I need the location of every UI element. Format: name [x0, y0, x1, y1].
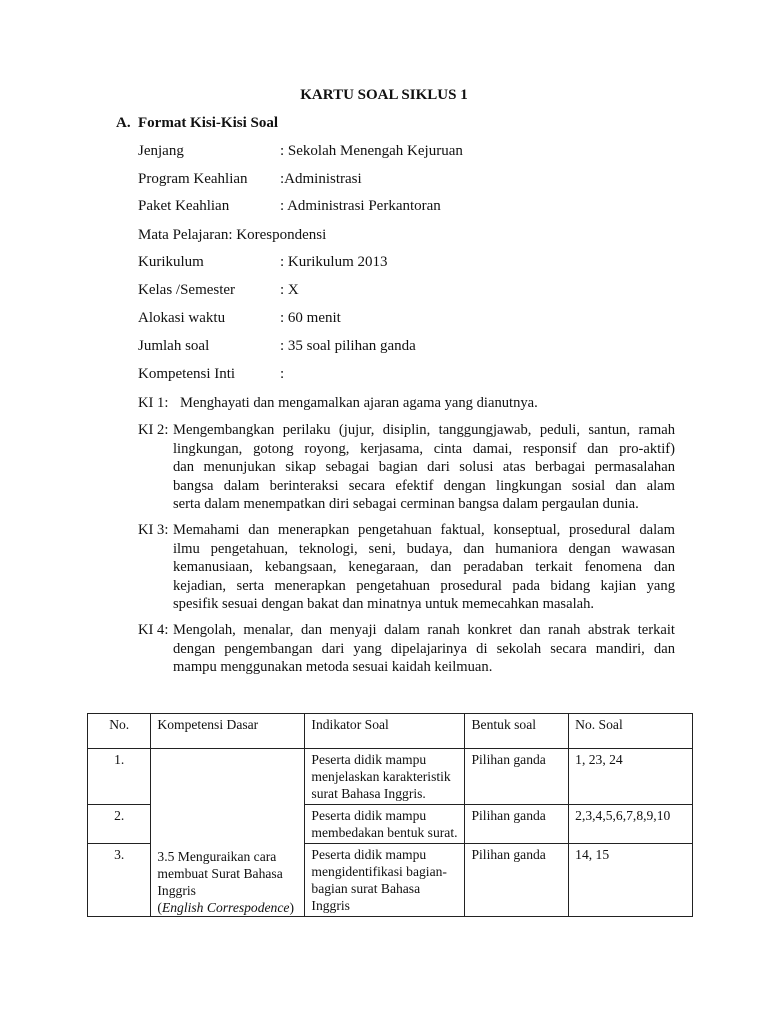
field-key: Alokasi waktu: [138, 310, 226, 326]
field-value: : 35 soal pilihan ganda: [280, 338, 416, 354]
cell-nomor: 2,3,4,5,6,7,8,9,10: [569, 805, 693, 844]
field-key: Kompetensi Inti: [138, 366, 236, 382]
header-no-soal: No. Soal: [569, 714, 693, 749]
ki-line: mampu menggunakan metoda sesuai kaidah keilmuan.: [173, 659, 493, 675]
field-value: : 60 menit: [280, 310, 341, 326]
header-no: No.: [88, 714, 151, 749]
ki-line: Memahami dan menerapkan pengetahuan faktual, konseptual, prosedural dalam: [173, 522, 675, 538]
field-key: Paket Keahlian: [138, 198, 230, 214]
page-title: KARTU SOAL SIKLUS 1: [300, 87, 468, 103]
field-value: :Administrasi: [280, 171, 362, 187]
cell-bentuk: Pilihan ganda: [465, 805, 569, 844]
ki-line: dengan pengembangan dari yang dipelajarinya di sekolah secara mandiri, dan: [173, 640, 675, 657]
field-value: : Kurikulum 2013: [280, 254, 388, 270]
ki-line: kemanusiaan, kebangsaan, kenegaraan, dan peradaban terkait fenomena dan: [173, 559, 675, 575]
ki-text: [138, 394, 675, 413]
cell-indikator: Peserta didik mampu mengidentifikasi bagian-bagian surat Bahasa Inggris: [305, 844, 465, 917]
field-value: : Sekolah Menengah Kejuruan: [280, 143, 463, 159]
ki-3: [138, 521, 675, 614]
mata-pelajaran: Mata Pelajaran: Korespondensi: [138, 227, 327, 243]
field-key: Program Keahlian: [138, 171, 248, 187]
ki-line: Mengolah, menalar, dan menyaji dalam ranah konkret dan ranah abstrak terkait: [173, 622, 675, 638]
ki-1: [138, 394, 675, 413]
ki-text: [138, 621, 675, 677]
cell-indikator: Peserta didik mampu menjelaskan karakteristik surat Bahasa Inggris.: [305, 749, 465, 805]
ki-line: Mengembangkan perilaku (jujur, disiplin, tanggungjawab, peduli, santun, ramah: [173, 422, 675, 438]
header-bentuk-soal: Bentuk soal: [465, 714, 569, 749]
ki-line: dan menunjukan sikap sebagai bagian dari solusi atas berbagai permasalahan: [173, 459, 675, 475]
section-letter: A.: [116, 115, 131, 131]
ki-line: bangsa dalam berinteraksi secara efektif dengan lingkungan sosial dan alam: [173, 477, 675, 494]
field-key: Jumlah soal: [138, 338, 210, 354]
ki-line: spesifik sesuai dengan bakat dan minatnya untuk memecahkan masalah.: [173, 596, 595, 612]
cell-kompetensi-dasar: [151, 749, 305, 917]
cell-no: 2.: [88, 805, 151, 844]
cell-bentuk: Pilihan ganda: [465, 749, 569, 805]
cell-indikator: Peserta didik mampu membedakan bentuk surat.: [305, 805, 465, 844]
kisi-kisi-table: [87, 713, 693, 917]
kd-paren-open: (: [157, 900, 162, 915]
ki-label: KI 3:: [138, 522, 169, 538]
cell-nomor: 1, 23, 24: [569, 749, 693, 805]
ki-text: [138, 521, 675, 614]
ki-label: KI 2:: [138, 422, 169, 438]
ki-line: kejadian, serta menerapkan pengetahuan prosedural pada bidang kajian yang: [173, 577, 675, 594]
header-indikator-soal: Indikator Soal: [305, 714, 465, 749]
ki-line: Menghayati dan mengamalkan ajaran agama yang dianutnya.: [180, 395, 538, 411]
ki-line: serta dalam menempatkan diri sebagai cerminan bangsa dalam pergaulan dunia.: [173, 496, 639, 512]
kd-italic: English Correspodence: [161, 900, 290, 915]
section-heading: [116, 115, 278, 132]
table-row: [88, 749, 693, 805]
table-header-row: [88, 714, 693, 749]
kd-paren-close: ): [289, 900, 294, 915]
header-kompetensi-dasar: Kompetensi Dasar: [151, 714, 305, 749]
cell-nomor: 14, 15: [569, 844, 693, 917]
kd-text: 3.5 Menguraikan cara membuat Surat Bahasa Inggris: [157, 849, 283, 898]
field-key: Kelas /Semester: [138, 282, 236, 298]
field-value: : X: [280, 282, 299, 298]
field-key: Kurikulum: [138, 254, 204, 270]
ki-line: lingkungan, gotong royong, kerjasama, cinta damai, responsif dan pro-aktif): [173, 440, 675, 457]
ki-2: [138, 421, 675, 514]
field-value: :: [280, 366, 285, 382]
ki-line: ilmu pengetahuan, teknologi, seni, budaya, dan humaniora dengan wawasan: [173, 540, 675, 557]
ki-4: [138, 621, 675, 677]
field-key: Jenjang: [138, 143, 184, 159]
field-value: : Administrasi Perkantoran: [280, 198, 441, 214]
ki-text: [138, 421, 675, 514]
cell-no: 1.: [88, 749, 151, 805]
ki-label: KI 1:: [138, 395, 169, 411]
ki-label: KI 4:: [138, 622, 169, 638]
cell-no: 3.: [88, 844, 151, 917]
cell-bentuk: Pilihan ganda: [465, 844, 569, 917]
section-title: Format Kisi-Kisi Soal: [138, 115, 278, 131]
